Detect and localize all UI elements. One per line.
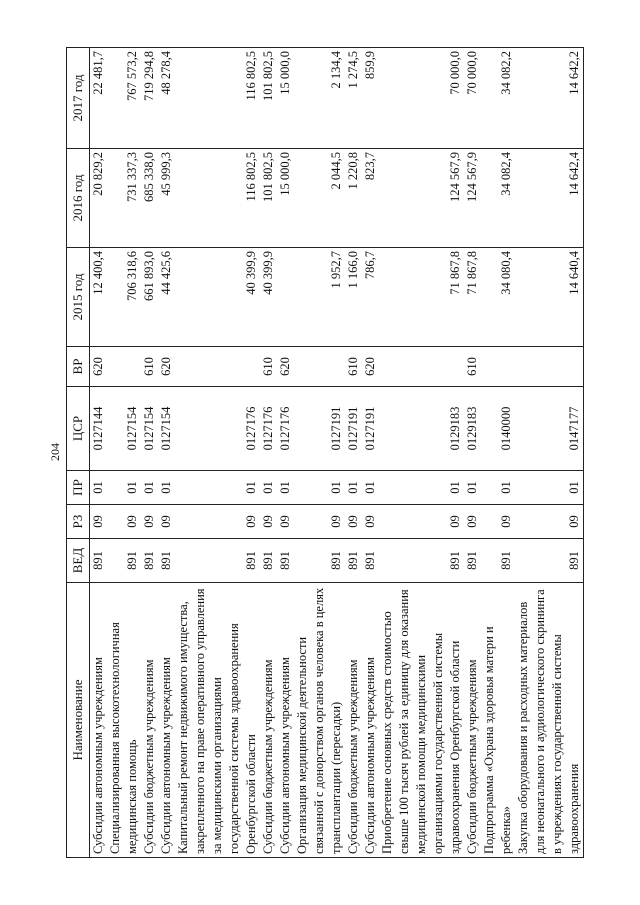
cell-ved: 891: [294, 539, 345, 583]
cell-2015: 1 166,0: [345, 248, 362, 347]
cell-name: Специализированная высокотехнологичная медицинская помощь: [107, 583, 141, 858]
cell-2016: 101 802,5: [260, 149, 277, 248]
cell-name: Субсидии автономным учреждениям: [277, 583, 294, 858]
cell-2015: 34 080,4: [481, 248, 515, 347]
rotated-page: [40, 32, 600, 872]
table-body: [90, 48, 584, 858]
cell-2017: 101 802,5: [260, 48, 277, 149]
cell-vr: [379, 347, 464, 387]
table-row: [515, 48, 584, 858]
cell-2017: 116 802,5: [175, 48, 260, 149]
cell-2016: 116 802,5: [175, 149, 260, 248]
cell-pr: 01: [175, 471, 260, 505]
header-ved: ВЕД: [67, 539, 90, 583]
cell-2015: 661 893,0: [141, 248, 158, 347]
cell-ved: 891: [158, 539, 175, 583]
cell-csr: 0147177: [515, 387, 584, 471]
cell-vr: 610: [464, 347, 481, 387]
cell-rz: 09: [90, 505, 108, 539]
cell-2017: 859,9: [362, 48, 379, 149]
cell-pr: 01: [277, 471, 294, 505]
cell-2016: 124 567,9: [379, 149, 464, 248]
cell-2016: 20 829,2: [90, 149, 108, 248]
cell-pr: 01: [362, 471, 379, 505]
cell-ved: 891: [379, 539, 464, 583]
table-row: [260, 48, 277, 858]
cell-ved: 891: [362, 539, 379, 583]
cell-ved: 891: [175, 539, 260, 583]
cell-2016: 34 082,4: [481, 149, 515, 248]
cell-name: Подпрограмма «Охрана здоровья матери и ребенка»: [481, 583, 515, 858]
cell-csr: 0127154: [158, 387, 175, 471]
header-pr: ПР: [67, 471, 90, 505]
cell-2016: 2 044,5: [294, 149, 345, 248]
cell-2016: 1 220,8: [345, 149, 362, 248]
header-2017: 2017 год: [67, 48, 90, 149]
table-row: [90, 48, 108, 858]
cell-pr: 01: [158, 471, 175, 505]
cell-2017: 767 573,2: [107, 48, 141, 149]
cell-rz: 09: [464, 505, 481, 539]
cell-2015: 1 952,7: [294, 248, 345, 347]
table-row: [481, 48, 515, 858]
cell-rz: 09: [379, 505, 464, 539]
cell-csr: 0127191: [294, 387, 345, 471]
cell-csr: 0127191: [345, 387, 362, 471]
table-row: [141, 48, 158, 858]
cell-csr: 0129183: [379, 387, 464, 471]
cell-vr: 620: [277, 347, 294, 387]
cell-2015: 40 399,9: [260, 248, 277, 347]
cell-rz: 09: [175, 505, 260, 539]
cell-ved: 891: [464, 539, 481, 583]
cell-2017: 2 134,4: [294, 48, 345, 149]
cell-pr: 01: [481, 471, 515, 505]
cell-ved: 891: [345, 539, 362, 583]
cell-vr: 620: [362, 347, 379, 387]
cell-2017: 14 642,2: [515, 48, 584, 149]
cell-csr: 0127154: [107, 387, 141, 471]
cell-rz: 09: [277, 505, 294, 539]
cell-ved: 891: [260, 539, 277, 583]
cell-2016: 14 642,4: [515, 149, 584, 248]
cell-2017: 719 294,8: [141, 48, 158, 149]
cell-2015: [277, 248, 294, 347]
cell-vr: 610: [141, 347, 158, 387]
table-row: [362, 48, 379, 858]
cell-2015: 71 867,8: [379, 248, 464, 347]
cell-rz: 09: [260, 505, 277, 539]
cell-csr: 0127176: [175, 387, 260, 471]
cell-2016: 15 000,0: [277, 149, 294, 248]
cell-2017: 1 274,5: [345, 48, 362, 149]
cell-vr: 620: [90, 347, 108, 387]
cell-2017: 34 082,2: [481, 48, 515, 149]
table-row: [107, 48, 141, 858]
header-csr: ЦСР: [67, 387, 90, 471]
cell-2016: 731 337,3: [107, 149, 141, 248]
cell-ved: 891: [277, 539, 294, 583]
cell-rz: 09: [362, 505, 379, 539]
budget-table: [66, 47, 584, 858]
cell-vr: 610: [345, 347, 362, 387]
cell-ved: 891: [107, 539, 141, 583]
cell-2016: 124 567,9: [464, 149, 481, 248]
cell-pr: 01: [107, 471, 141, 505]
cell-vr: 620: [158, 347, 175, 387]
cell-csr: 0127144: [90, 387, 108, 471]
cell-pr: 01: [294, 471, 345, 505]
header-name: Наименование: [67, 583, 90, 858]
cell-rz: 09: [141, 505, 158, 539]
cell-vr: [175, 347, 260, 387]
table-row: [277, 48, 294, 858]
cell-2015: 12 400,4: [90, 248, 108, 347]
cell-name: Субсидии автономным учреждениям: [90, 583, 108, 858]
cell-rz: 09: [515, 505, 584, 539]
cell-csr: 0127176: [260, 387, 277, 471]
page-number: 204: [48, 443, 62, 461]
header-vr: ВР: [67, 347, 90, 387]
cell-2017: 48 278,4: [158, 48, 175, 149]
cell-pr: 01: [141, 471, 158, 505]
cell-2015: 706 318,6: [107, 248, 141, 347]
table-row: [379, 48, 464, 858]
cell-pr: 01: [515, 471, 584, 505]
cell-csr: 0127154: [141, 387, 158, 471]
cell-name: Организация медицинской деятельности связанной с донорством органов человека в целях трансплантации (пересадки): [294, 583, 345, 858]
cell-name: Субсидии бюджетным учреждениям: [260, 583, 277, 858]
cell-2015: 44 425,6: [158, 248, 175, 347]
cell-2015: 40 399,9: [175, 248, 260, 347]
cell-csr: 0127176: [277, 387, 294, 471]
cell-csr: 0127191: [362, 387, 379, 471]
cell-vr: [481, 347, 515, 387]
table-row: [294, 48, 345, 858]
cell-name: Субсидии бюджетным учреждениям: [464, 583, 481, 858]
cell-name: Приобретение основных средств стоимостью свыше 100 тысяч рублей за единицу для оказания медицинской помощи медицинскими организациями государственной системы здравоохранения Оренбургской области: [379, 583, 464, 858]
cell-rz: 09: [158, 505, 175, 539]
table-row: [158, 48, 175, 858]
cell-name: Капитальный ремонт недвижимого имущества, закрепленного на праве оперативного управления за медицинскими организациями государственной системы здравоохранения Оренбургской области: [175, 583, 260, 858]
cell-ved: 891: [515, 539, 584, 583]
cell-2015: 786,7: [362, 248, 379, 347]
cell-name: Субсидии автономным учреждениям: [362, 583, 379, 858]
cell-name: Закупка оборудования и расходных материалов для неонатального и аудиологического скрининга в учреждениях государственной системы здравоохранения: [515, 583, 584, 858]
table-header-row: [67, 48, 90, 858]
table-row: [464, 48, 481, 858]
cell-2016: 45 999,3: [158, 149, 175, 248]
cell-csr: 0129183: [464, 387, 481, 471]
header-2015: 2015 год: [67, 248, 90, 347]
cell-2017: 15 000,0: [277, 48, 294, 149]
cell-pr: 01: [90, 471, 108, 505]
cell-csr: 0140000: [481, 387, 515, 471]
cell-ved: 891: [481, 539, 515, 583]
cell-pr: 01: [379, 471, 464, 505]
cell-ved: 891: [141, 539, 158, 583]
cell-2017: 22 481,7: [90, 48, 108, 149]
cell-vr: [107, 347, 141, 387]
cell-vr: [515, 347, 584, 387]
table-row: [175, 48, 260, 858]
header-2016: 2016 год: [67, 149, 90, 248]
cell-2016: 685 338,0: [141, 149, 158, 248]
cell-rz: 09: [294, 505, 345, 539]
cell-2015: 14 640,4: [515, 248, 584, 347]
cell-2015: 71 867,8: [464, 248, 481, 347]
cell-ved: 891: [90, 539, 108, 583]
cell-2017: 70 000,0: [464, 48, 481, 149]
cell-2016: 823,7: [362, 149, 379, 248]
cell-name: Субсидии автономным учреждениям: [158, 583, 175, 858]
header-rz: РЗ: [67, 505, 90, 539]
cell-pr: 01: [464, 471, 481, 505]
cell-rz: 09: [107, 505, 141, 539]
cell-pr: 01: [345, 471, 362, 505]
cell-name: Субсидии бюджетным учреждениям: [345, 583, 362, 858]
cell-2017: 70 000,0: [379, 48, 464, 149]
cell-rz: 09: [481, 505, 515, 539]
cell-rz: 09: [345, 505, 362, 539]
table-row: [345, 48, 362, 858]
cell-vr: 610: [260, 347, 277, 387]
cell-name: Субсидии бюджетным учреждениям: [141, 583, 158, 858]
cell-pr: 01: [260, 471, 277, 505]
cell-vr: [294, 347, 345, 387]
